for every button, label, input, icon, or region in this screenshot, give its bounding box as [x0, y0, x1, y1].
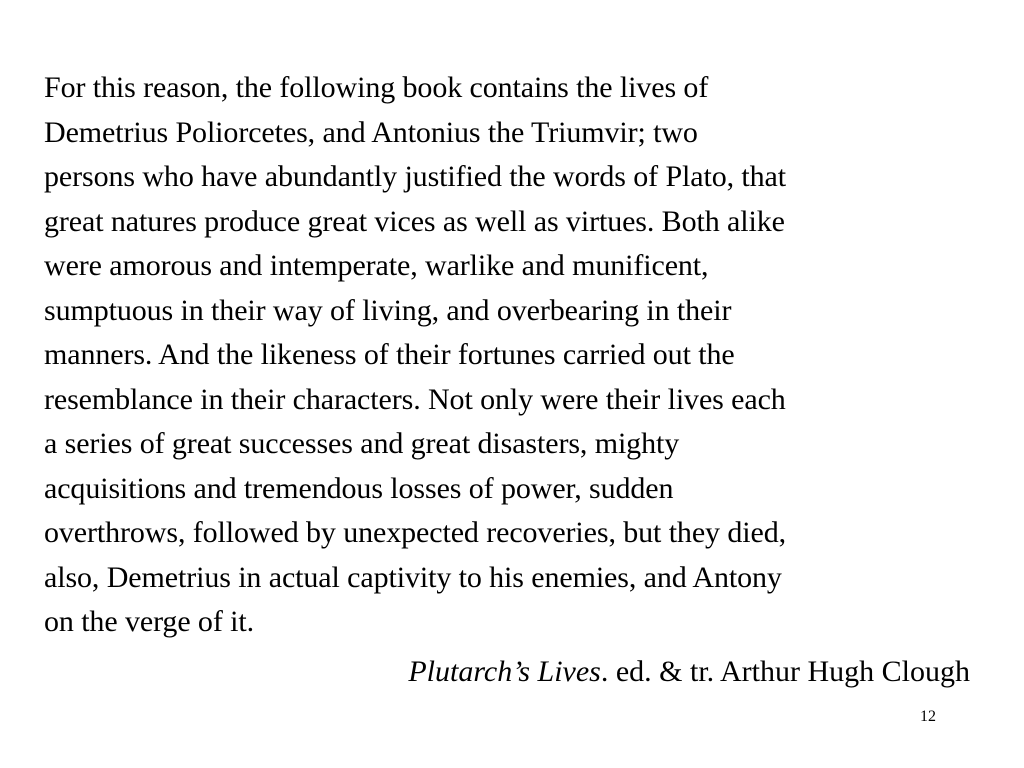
quote-line: acquisitions and tremendous losses of power, sudden — [44, 471, 674, 505]
citation-work-title: Plutarch’s Lives — [408, 655, 601, 688]
page-number: 12 — [920, 708, 936, 725]
quote-line: also, Demetrius in actual captivity to his enemies, and Antony — [44, 560, 782, 594]
quote-line: on the verge of it. — [44, 605, 254, 638]
quote-line: overthrows, followed by unexpected recoveries, but they died, — [44, 516, 786, 549]
quote-line: a series of great successes and great disasters, mighty — [44, 427, 680, 460]
quote-line: Demetrius Poliorcetes, and Antonius the Triumvir; two — [44, 115, 698, 149]
quote-line: were amorous and intemperate, warlike and munificent, — [44, 249, 709, 282]
citation-details: . ed. & tr. Arthur Hugh Clough — [600, 655, 970, 688]
quote-line: For this reason, the following book contains the lives of — [44, 71, 709, 104]
citation — [408, 652, 970, 692]
quote-line: sumptuous in their way of living, and overbearing in their — [44, 293, 732, 327]
quote-paragraph — [44, 66, 984, 645]
quote-line: manners. And the likeness of their fortunes carried out the — [44, 338, 735, 371]
quote-line: persons who have abundantly justified the words of Plato, that — [44, 160, 786, 193]
quote-line: great natures produce great vices as well as virtues. Both alike — [44, 204, 785, 238]
quote-line: resemblance in their characters. Not only were their lives each — [44, 382, 786, 416]
